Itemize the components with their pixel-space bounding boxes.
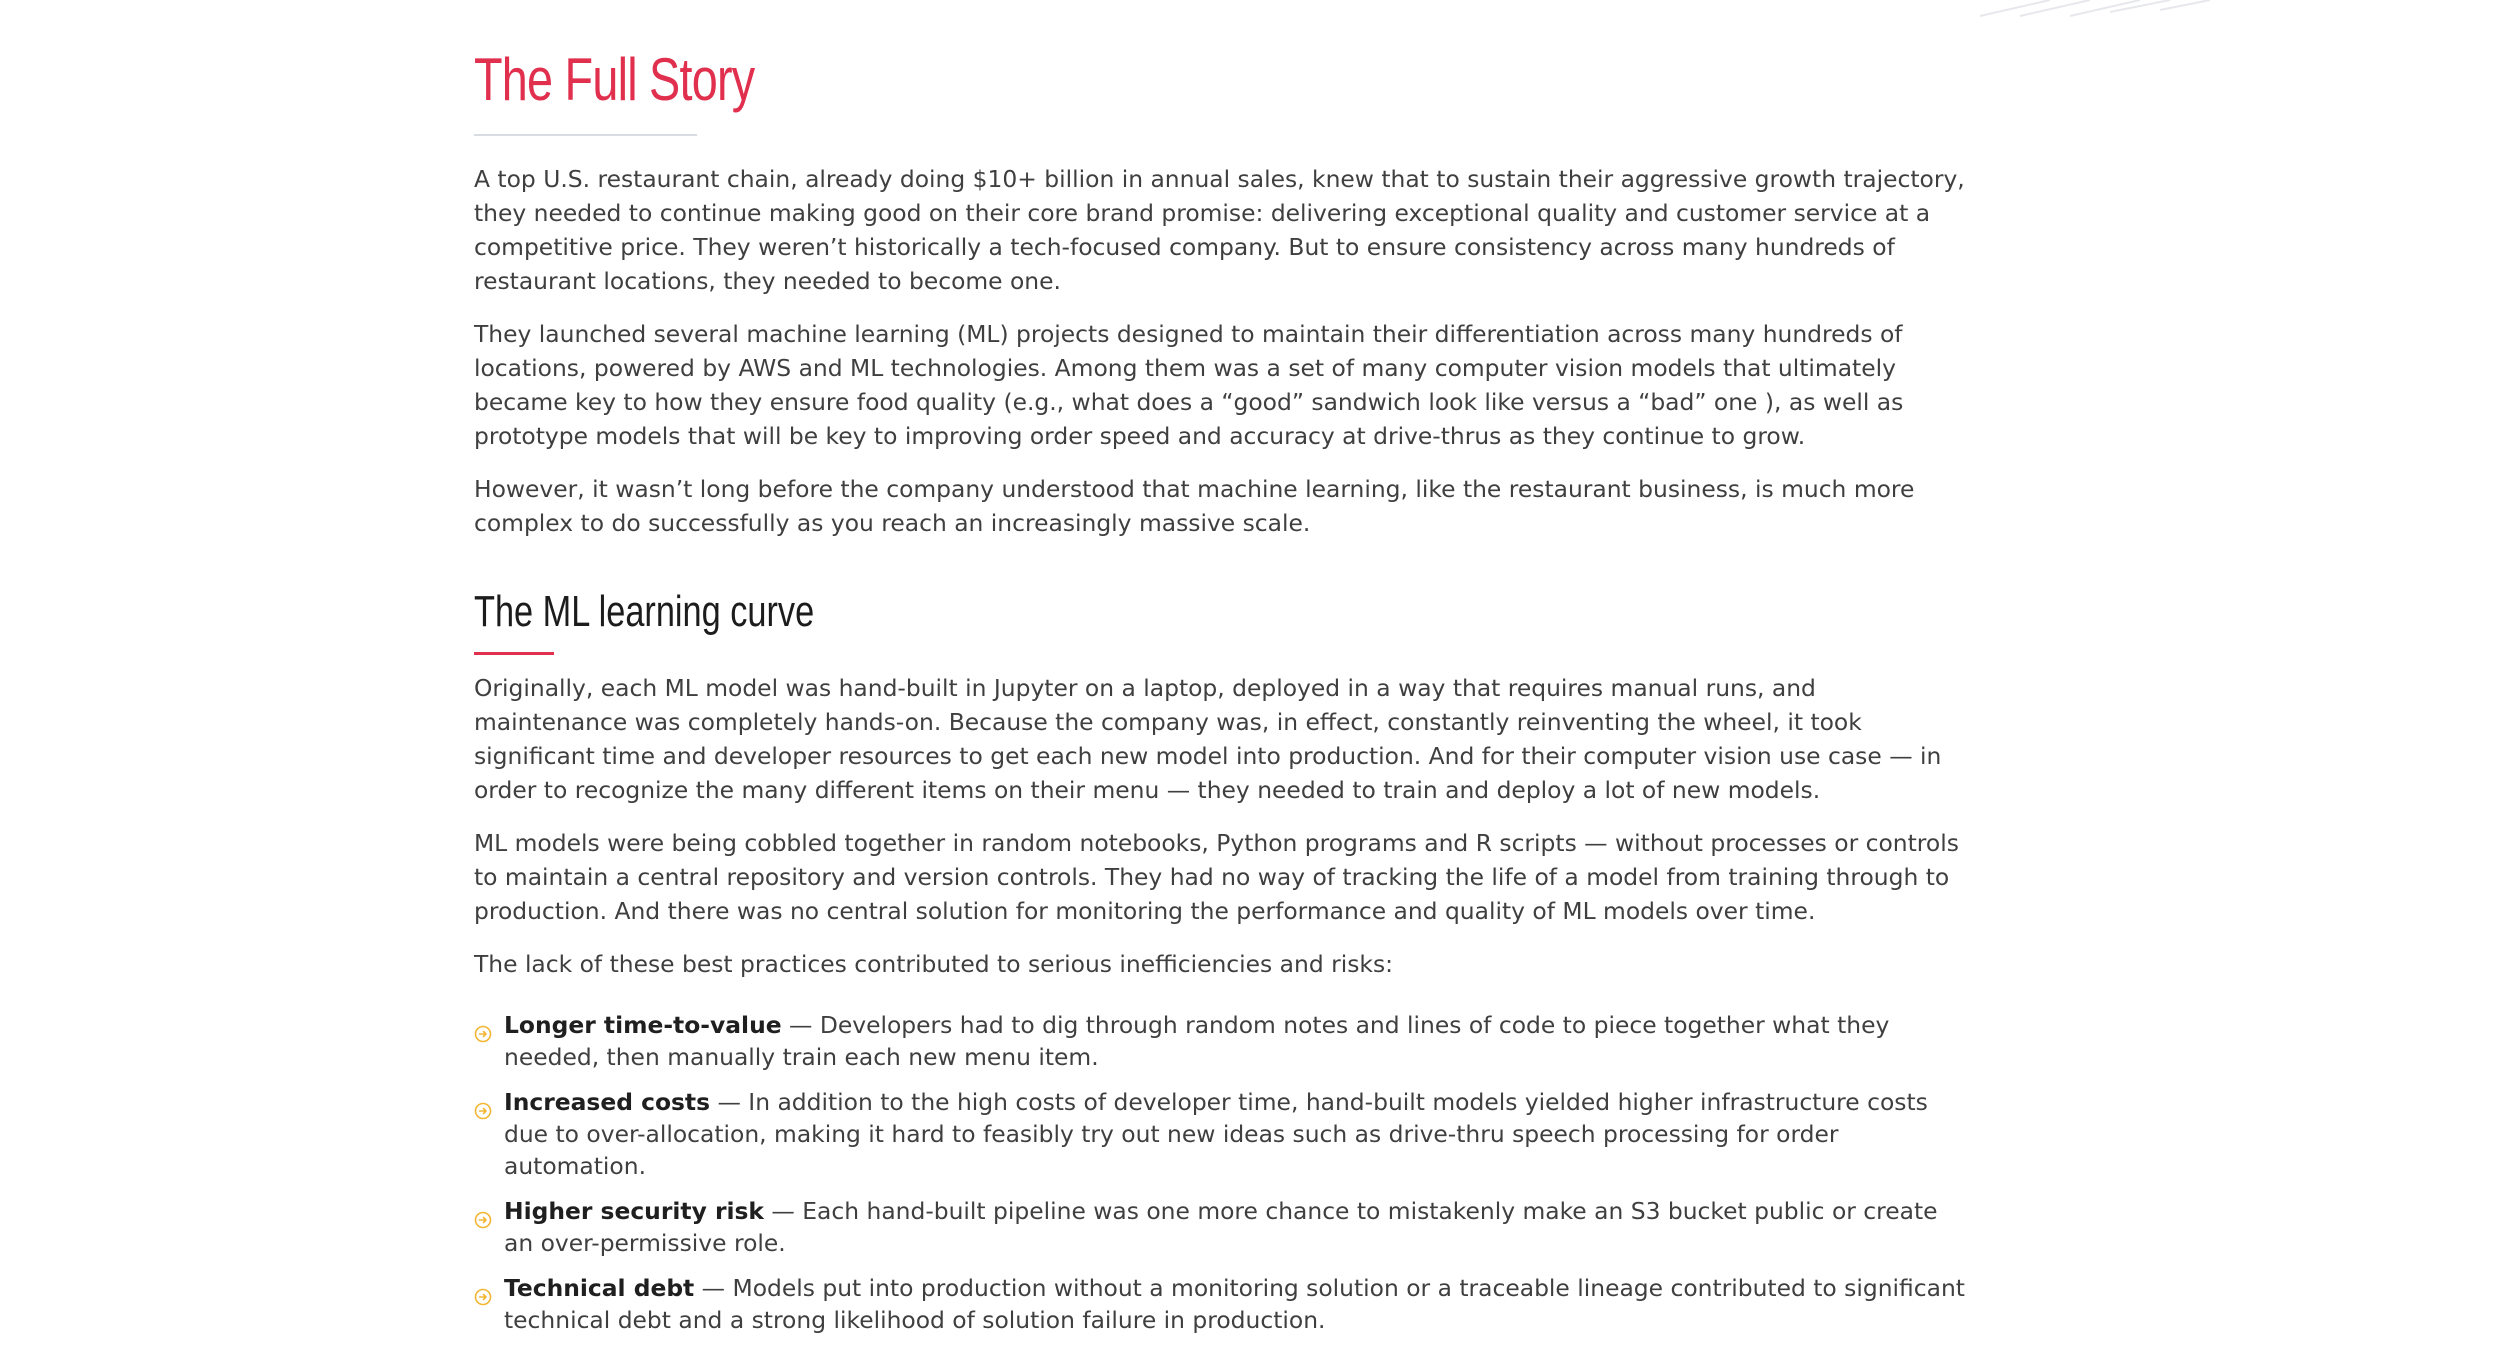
list-item: [474, 1195, 1974, 1259]
risk-term: Technical debt: [504, 1274, 695, 1302]
risk-description: — In addition to the high costs of developer time, hand-built models yielded higher infrastructure costs due to over-allocation, making it hard to feasibly try out new ideas such as drive-thru speech processing for order automation.: [504, 1088, 1928, 1180]
title-divider: [474, 134, 697, 136]
arrow-circle-icon: [474, 1288, 492, 1306]
paragraph: They launched several machine learning (ML) projects designed to maintain their differentiation across many hundreds of locations, powered by AWS and ML technologies. Among them was a set of many computer vision models that ultimately became key to how they ensure food quality (e.g., what does a “good” sandwich look like versus a “bad” one ), as well as prototype models that will be key to improving order speed and accuracy at drive-thrus as they continue to grow.: [474, 320, 1904, 450]
arrow-circle-icon: [474, 1102, 492, 1120]
risk-description: — Developers had to dig through random notes and lines of code to piece together what they needed, then manually train each new menu item.: [504, 1011, 1890, 1071]
paragraph: ML models were being cobbled together in random notebooks, Python programs and R scripts — without processes or controls to maintain a central repository and version controls. They had no way of tracking the life of a model from training through to production. And there was no central solution for monitoring the performance and quality of ML models over time.: [474, 829, 1959, 925]
risk-term: Longer time-to-value: [504, 1011, 782, 1039]
page-title: The Full Story: [474, 46, 755, 113]
risk-term: Increased costs: [504, 1088, 711, 1116]
decorative-lines: [1940, 0, 2500, 30]
paragraph: A top U.S. restaurant chain, already doing $10+ billion in annual sales, knew that to sustain their aggressive growth trajectory, they needed to continue making good on their core brand promise: delivering exceptional quality and customer service at a competitive price. They weren’t historically a tech-focused company. But to ensure consistency across many hundreds of restaurant locations, they needed to become one.: [474, 165, 1965, 295]
paragraph: However, it wasn’t long before the company understood that machine learning, like the restaurant business, is much more complex to do successfully as you reach an increasingly massive scale.: [474, 475, 1915, 537]
arrow-circle-icon: [474, 1025, 492, 1043]
risk-description: — Models put into production without a monitoring solution or a traceable lineage contributed to significant technical debt and a strong likelihood of solution failure in production.: [504, 1274, 1965, 1334]
list-item: [474, 1272, 1974, 1336]
risk-description: — Each hand-built pipeline was one more chance to mistakenly make an S3 bucket public or create an over-permissive role.: [504, 1197, 1938, 1257]
arrow-circle-icon: [474, 1211, 492, 1229]
list-item: [474, 1086, 1974, 1182]
list-item: [474, 1009, 1974, 1073]
risk-list: [474, 1009, 1974, 1336]
section-heading: The ML learning curve: [474, 587, 815, 636]
full-story-section: [474, 40, 1974, 540]
paragraph: Originally, each ML model was hand-built in Jupyter on a laptop, deployed in a way that requires manual runs, and maintenance was completely hands-on. Because the company was, in effect, constantly reinventing the wheel, it took significant time and developer resources to get each new model into production. And for their computer vision use case — in order to recognize the many different items on their menu — they needed to train and deploy a lot of new models.: [474, 674, 1942, 804]
ml-learning-curve-section: [474, 582, 1974, 1336]
paragraph: The lack of these best practices contributed to serious inefficiencies and risks:: [474, 950, 1394, 978]
heading-divider: [474, 652, 554, 655]
risk-term: Higher security risk: [504, 1197, 764, 1225]
article-content: [474, 40, 1974, 1349]
